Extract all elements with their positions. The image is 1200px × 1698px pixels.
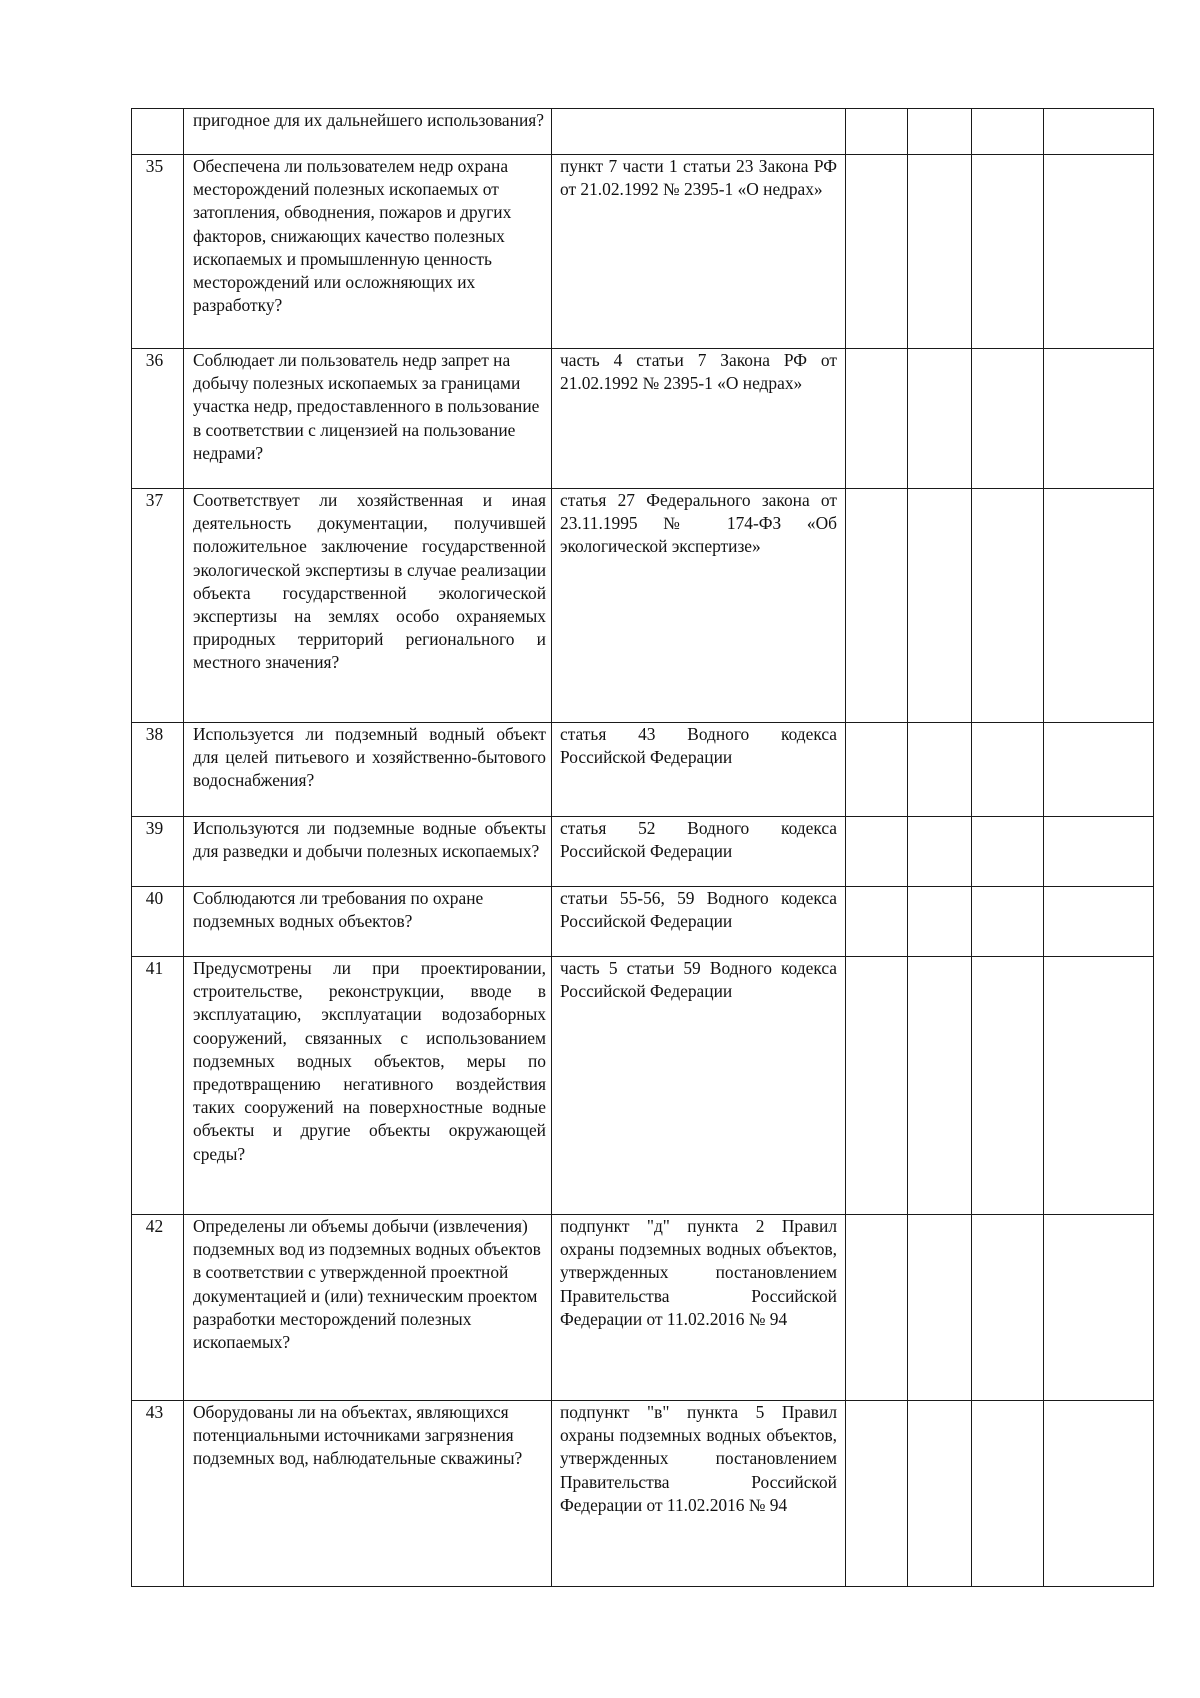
answer-no-cell [908,723,972,817]
checklist-table [131,108,1154,1587]
row-number: 37 [132,489,184,723]
legal-basis-cell: статьи 55-56, 59 Водного кодекса Российской Федерации [552,887,846,957]
legal-basis-cell: статья 27 Федерального закона от 23.11.1995 № 174-ФЗ «Об экологической экспертизе» [552,489,846,723]
answer-na-cell [972,109,1044,155]
table-row [132,723,1154,817]
table-row [132,109,1154,155]
legal-basis-cell: часть 4 статьи 7 Закона РФ от 21.02.1992 № 2395-1 «О недрах» [552,349,846,489]
note-cell [1044,723,1154,817]
note-cell [1044,489,1154,723]
question-cell: Оборудованы ли на объектах, являющихся потенциальными источниками загрязнения подземных вод, наблюдательные скважины? [184,1401,552,1587]
question-cell: Соблюдает ли пользователь недр запрет на добычу полезных ископаемых за границами участка недр, предоставленного в пользование в соответствии с лицензией на пользование недрами? [184,349,552,489]
answer-yes-cell [846,817,908,887]
answer-na-cell [972,887,1044,957]
table-row [132,489,1154,723]
question-cell: Используются ли подземные водные объекты для разведки и добычи полезных ископаемых? [184,817,552,887]
table-row [132,957,1154,1215]
legal-basis-cell: подпункт "д" пункта 2 Правил охраны подземных водных объектов, утвержденных постановлением Правительства Российской Федерации от 11.02.2016 № 94 [552,1215,846,1401]
row-number [132,109,184,155]
table-row [132,1215,1154,1401]
answer-yes-cell [846,723,908,817]
question-cell: Соблюдаются ли требования по охране подземных водных объектов? [184,887,552,957]
answer-na-cell [972,723,1044,817]
table-row [132,1401,1154,1587]
answer-yes-cell [846,957,908,1215]
answer-no-cell [908,155,972,349]
answer-na-cell [972,349,1044,489]
answer-na-cell [972,489,1044,723]
answer-yes-cell [846,1215,908,1401]
legal-basis-cell: статья 52 Водного кодекса Российской Федерации [552,817,846,887]
row-number: 40 [132,887,184,957]
note-cell [1044,887,1154,957]
table-row [132,817,1154,887]
answer-yes-cell [846,887,908,957]
question-cell: Определены ли объемы добычи (извлечения) подземных вод из подземных водных объектов в соответствии с утвержденной проектной документацией и (или) техническим проектом разработки месторождений полезных ископаемых? [184,1215,552,1401]
answer-na-cell [972,155,1044,349]
note-cell [1044,1401,1154,1587]
legal-basis-cell: подпункт "в" пункта 5 Правил охраны подземных водных объектов, утвержденных постановлением Правительства Российской Федерации от 11.02.2016 № 94 [552,1401,846,1587]
row-number: 35 [132,155,184,349]
note-cell [1044,957,1154,1215]
legal-basis-cell: статья 43 Водного кодекса Российской Федерации [552,723,846,817]
legal-basis-cell: пункт 7 части 1 статьи 23 Закона РФ от 21.02.1992 № 2395-1 «О недрах» [552,155,846,349]
checklist-page [131,108,1153,1587]
answer-na-cell [972,1401,1044,1587]
answer-na-cell [972,817,1044,887]
table-row [132,349,1154,489]
answer-no-cell [908,887,972,957]
table-row [132,887,1154,957]
note-cell [1044,1215,1154,1401]
answer-yes-cell [846,1401,908,1587]
question-cell: Используется ли подземный водный объект для целей питьевого и хозяйственно-бытового водоснабжения? [184,723,552,817]
question-cell: Соответствует ли хозяйственная и иная деятельность документации, получившей положительное заключение государственной экологической экспертизы в случае реализации объекта государственной экологической экспертизы на землях особо охраняемых природных территорий регионального и местного значения? [184,489,552,723]
answer-no-cell [908,489,972,723]
note-cell [1044,817,1154,887]
row-number: 36 [132,349,184,489]
answer-yes-cell [846,349,908,489]
row-number: 43 [132,1401,184,1587]
question-cell: пригодное для их дальнейшего использования? [184,109,552,155]
answer-no-cell [908,1401,972,1587]
answer-yes-cell [846,155,908,349]
answer-no-cell [908,109,972,155]
question-cell: Обеспечена ли пользователем недр охрана месторождений полезных ископаемых от затопления, обводнения, пожаров и других факторов, снижающих качество полезных ископаемых и промышленную ценность месторождений или осложняющих их разработку? [184,155,552,349]
answer-yes-cell [846,489,908,723]
note-cell [1044,155,1154,349]
table-row [132,155,1154,349]
note-cell [1044,349,1154,489]
row-number: 39 [132,817,184,887]
answer-no-cell [908,957,972,1215]
row-number: 42 [132,1215,184,1401]
note-cell [1044,109,1154,155]
row-number: 38 [132,723,184,817]
answer-yes-cell [846,109,908,155]
legal-basis-cell [552,109,846,155]
answer-na-cell [972,1215,1044,1401]
answer-no-cell [908,817,972,887]
question-cell: Предусмотрены ли при проектировании, строительстве, реконструкции, вводе в эксплуатацию, эксплуатации водозаборных сооружений, связанных с использованием подземных водных объектов, меры по предотвращению негативного воздействия таких сооружений на поверхностные водные объекты и другие объекты окружающей среды? [184,957,552,1215]
answer-no-cell [908,349,972,489]
answer-no-cell [908,1215,972,1401]
row-number: 41 [132,957,184,1215]
legal-basis-cell: часть 5 статьи 59 Водного кодекса Российской Федерации [552,957,846,1215]
answer-na-cell [972,957,1044,1215]
